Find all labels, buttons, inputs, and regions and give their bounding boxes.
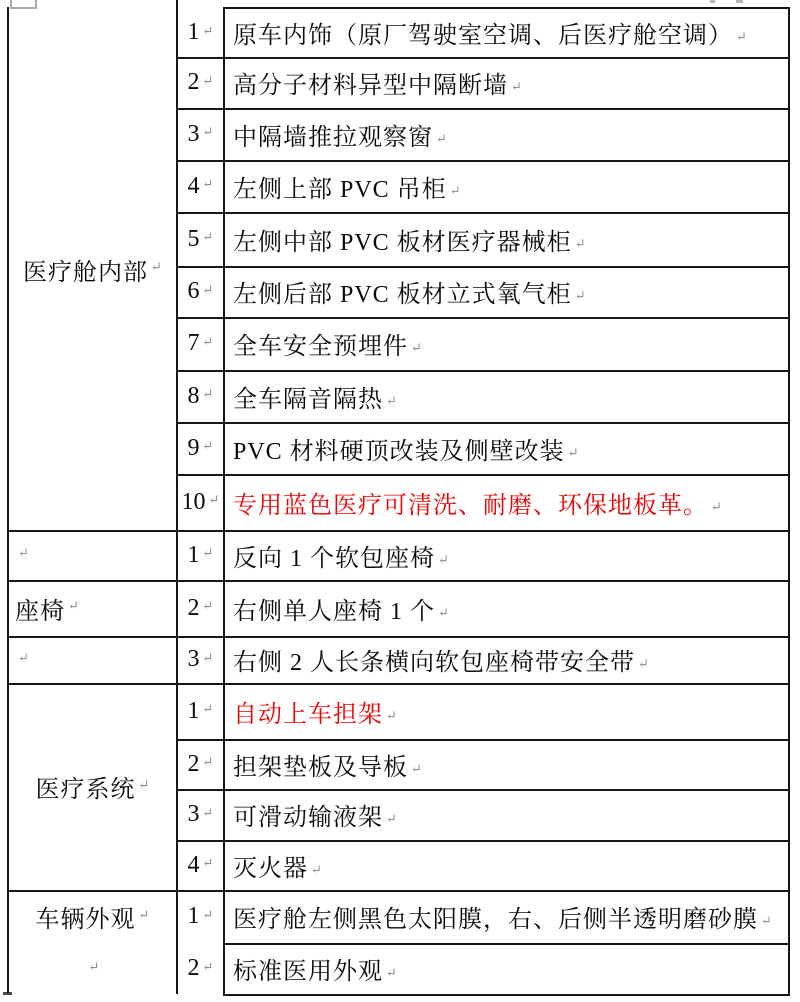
row-text: 反向 1 个软包座椅 ↵ xyxy=(233,545,449,572)
pilcrow-mark: ↵ xyxy=(202,438,214,453)
table-row xyxy=(178,840,788,890)
pilcrow-mark: ↵ xyxy=(138,776,150,792)
table-row xyxy=(178,943,788,994)
row-text: PVC 材料硬顶改装及侧壁改装 ↵ xyxy=(233,438,579,465)
pilcrow-mark: ↵ xyxy=(736,29,747,44)
row-text: 灭火器 ↵ xyxy=(233,855,322,882)
row-number: 8 ↵ xyxy=(187,382,214,409)
row-number: 5 ↵ xyxy=(187,225,214,252)
row-text: 专用蓝色医疗可清洗、耐磨、环保地板革。 ↵ xyxy=(233,492,722,519)
pilcrow-mark: ↵ xyxy=(386,707,397,723)
pilcrow-mark: ↵ xyxy=(202,598,214,613)
row-text: 全车安全预埋件 ↵ xyxy=(233,334,422,360)
pilcrow-mark: ↵ xyxy=(202,281,214,297)
row-text: 左侧中部 PVC 板材医疗器械柜 ↵ xyxy=(233,229,586,256)
pilcrow-mark: ↵ xyxy=(311,861,322,877)
row-number: 2 ↵ xyxy=(187,69,214,95)
pilcrow-mark: ↵ xyxy=(386,965,397,980)
category-cell-seats xyxy=(9,580,176,636)
table-row xyxy=(178,739,788,789)
pilcrow-mark: ↵ xyxy=(511,79,522,94)
table-row xyxy=(178,8,788,57)
pilcrow-mark: ↵ xyxy=(202,958,214,974)
row-number: 9 ↵ xyxy=(187,434,214,461)
table-row xyxy=(178,317,788,370)
category-cell-medical-cabin-interior xyxy=(9,8,176,530)
row-text: 担架垫板及导板 ↵ xyxy=(233,754,422,781)
row-text: 左侧上部 PVC 吊柜 ↵ xyxy=(233,176,461,203)
page-break-mark xyxy=(736,0,743,3)
category-label: 座椅 xyxy=(15,598,65,625)
table-row xyxy=(178,530,788,580)
pilcrow-mark: ↵ xyxy=(202,176,214,191)
row-text: 右侧单人座椅 1 个 ↵ xyxy=(233,598,449,625)
row-number: 10 ↵ xyxy=(181,488,220,515)
table-row xyxy=(178,160,788,212)
table-row xyxy=(178,474,788,530)
pilcrow-mark: ↵ xyxy=(202,855,214,870)
row-text: 医疗舱左侧黑色太阳膜，右、后侧半透明磨砂膜 ↵ xyxy=(233,907,772,933)
pilcrow-mark: ↵ xyxy=(411,340,422,355)
category-label: 医疗舱内部 xyxy=(23,259,149,286)
pilcrow-mark: ↵ xyxy=(18,649,29,665)
pilcrow-mark: ↵ xyxy=(68,598,79,613)
category-cell-empty xyxy=(9,530,176,580)
category-cell-vehicle-exterior xyxy=(9,890,176,994)
pilcrow-mark: ↵ xyxy=(386,811,397,826)
pilcrow-mark: ↵ xyxy=(202,754,214,769)
table-row xyxy=(178,370,788,422)
table-row xyxy=(178,57,788,108)
pilcrow-mark: ↵ xyxy=(202,649,214,665)
pilcrow-mark: ↵ xyxy=(761,913,772,928)
row-text: 全车隔音隔热 ↵ xyxy=(233,386,397,413)
pilcrow-mark: ↵ xyxy=(202,906,214,922)
table-row xyxy=(178,422,788,474)
category-cell-medical-system xyxy=(9,683,176,890)
pilcrow-mark: ↵ xyxy=(202,22,214,38)
pilcrow-mark: ↵ xyxy=(202,124,214,139)
row-number: 3 ↵ xyxy=(187,646,214,672)
category-paragraph-empty xyxy=(9,943,176,994)
row-text: 右侧 2 人长条横向软包座椅带安全带 ↵ xyxy=(233,650,649,676)
pilcrow-mark: ↵ xyxy=(436,130,447,146)
table-row xyxy=(178,266,788,317)
pilcrow-mark: ↵ xyxy=(386,392,397,408)
pilcrow-mark: ↵ xyxy=(202,72,214,88)
pilcrow-mark: ↵ xyxy=(202,333,214,349)
row-number: 7 ↵ xyxy=(187,330,214,356)
row-number: 2 ↵ xyxy=(187,955,214,981)
row-text: 中隔墙推拉观察窗 ↵ xyxy=(233,124,447,151)
table-row xyxy=(178,636,788,683)
table-border-bottom xyxy=(223,994,790,996)
pilcrow-mark: ↵ xyxy=(202,701,214,716)
pilcrow-mark: ↵ xyxy=(151,259,162,274)
table-row xyxy=(178,580,788,636)
pilcrow-mark: ↵ xyxy=(438,551,449,567)
pilcrow-mark: ↵ xyxy=(449,182,461,198)
row-number: 4 ↵ xyxy=(187,172,214,199)
table-row xyxy=(178,890,788,943)
category-cell-empty xyxy=(9,636,176,683)
row-text: 左侧后部 PVC 板材立式氧气柜 ↵ xyxy=(233,282,586,308)
row-number: 1 ↵ xyxy=(187,19,214,45)
pilcrow-mark: ↵ xyxy=(574,288,586,303)
pilcrow-mark: ↵ xyxy=(638,656,649,671)
table-row xyxy=(178,108,788,160)
row-text: 标准医用外观 ↵ xyxy=(233,959,397,985)
page-break-mark xyxy=(710,0,715,3)
row-text: 可滑动输液架 ↵ xyxy=(233,805,397,831)
table-border-right xyxy=(788,7,790,995)
pilcrow-mark: ↵ xyxy=(88,958,100,974)
pilcrow-mark: ↵ xyxy=(567,444,579,460)
pilcrow-mark: ↵ xyxy=(202,229,214,244)
pilcrow-mark: ↵ xyxy=(208,492,220,507)
row-text: 高分子材料异型中隔断墙 ↵ xyxy=(233,73,522,99)
row-number: 2 ↵ xyxy=(187,750,214,777)
row-number: 2 ↵ xyxy=(187,594,214,621)
table-row xyxy=(178,789,788,840)
pilcrow-mark: ↵ xyxy=(138,906,150,922)
table-row xyxy=(178,683,788,739)
table-row xyxy=(178,212,788,266)
row-number: 1 ↵ xyxy=(187,903,214,929)
pilcrow-mark: ↵ xyxy=(202,545,214,560)
category-paragraph xyxy=(9,890,176,943)
row-text: 自动上车担架 ↵ xyxy=(233,701,397,728)
pilcrow-mark: ↵ xyxy=(438,604,449,620)
row-number: 3 ↵ xyxy=(187,801,214,827)
pilcrow-mark: ↵ xyxy=(711,498,722,514)
row-number: 4 ↵ xyxy=(187,851,214,878)
pilcrow-mark: ↵ xyxy=(18,545,29,560)
row-number: 1 ↵ xyxy=(187,697,214,724)
category-label: 车辆外观 xyxy=(35,907,136,933)
category-label: 医疗系统 xyxy=(35,777,136,803)
pilcrow-mark: ↵ xyxy=(202,386,214,401)
pilcrow-mark: ↵ xyxy=(574,235,586,251)
pilcrow-mark: ↵ xyxy=(411,760,422,776)
row-number: 1 ↵ xyxy=(187,541,214,568)
row-number: 3 ↵ xyxy=(187,120,214,147)
row-text: 原车内饰（原厂驾驶室空调、后医疗舱空调） ↵ xyxy=(233,23,747,49)
row-number: 6 ↵ xyxy=(187,278,214,304)
pilcrow-mark: ↵ xyxy=(202,804,214,820)
